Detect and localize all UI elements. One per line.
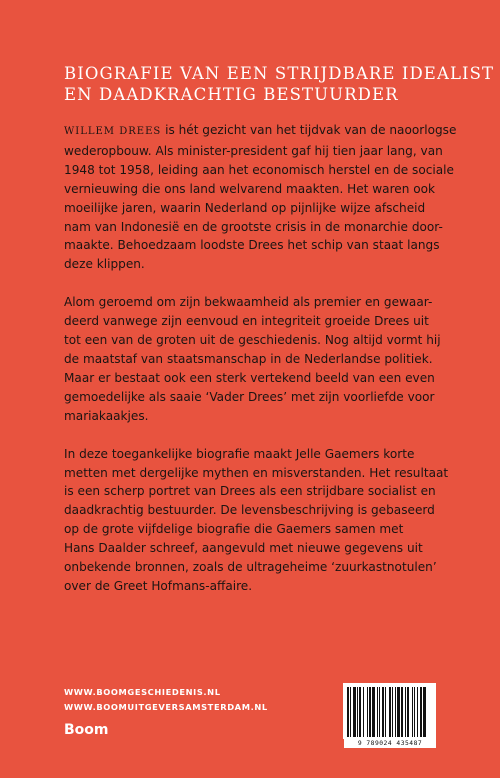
paragraph-1-line-1: is hét gezicht van het tijdvak van de naoorlogse (161, 123, 457, 137)
paragraph-1-line-6: nam van Indonesië en de grootste crisis in de monarchie door- (64, 219, 443, 234)
paragraph-2-line-5: Maar er bestaat ook een sterk vertekend beeld van een even (64, 370, 435, 385)
paragraph-2 (64, 293, 446, 425)
paragraph-1-line-8: deze klippen. (64, 257, 145, 272)
barcode-bar (412, 687, 413, 737)
paragraph-3-line-2: metten met dergelijke mythen en misverstanden. Het resultaat (64, 465, 449, 480)
paragraph-3-line-7: onbekende bronnen, zoals de ultrageheime ‘zuurkastnotulen’ (64, 560, 437, 575)
barcode-bar (414, 687, 415, 737)
barcode-bar (407, 687, 409, 737)
barcode-bar (405, 687, 406, 737)
publisher-websites (64, 685, 268, 714)
paragraph-2-line-3: tot een van de groten uit de geschiedenis. Nog altijd vormt hij (64, 333, 441, 348)
publisher-logo: Boom (64, 722, 109, 738)
barcode-bar (389, 687, 391, 737)
paragraph-3-line-6: Hans Daalder schreef, aangevuld met nieuwe gegevens uit (64, 541, 423, 556)
barcode-bar (395, 687, 396, 737)
barcode-bar (420, 687, 422, 737)
paragraph-3-line-4: daadkrachtig bestuurder. De levensbeschrijving is gebaseerd (64, 503, 435, 518)
barcode-bar (417, 687, 418, 737)
paragraph-1-line-7: maakte. Behoedzaam loodste Drees het schip van staat langs (64, 238, 440, 253)
headline (64, 63, 495, 105)
barcode-bar (363, 687, 364, 737)
barcode-bar (350, 687, 351, 737)
barcode-bar (423, 687, 426, 737)
paragraph-3-line-3: is een scherp portret van Drees als een strijdbare socialist en (64, 484, 436, 499)
barcode-bar (379, 687, 380, 737)
barcode-bar (392, 687, 393, 737)
paragraph-1-line-2: wederopbouw. Als minister-president gaf hij tien jaar lang, van (64, 143, 443, 158)
paragraph-2-line-2: deerd vanwege zijn eenvoud en integriteit groeide Drees uit (64, 314, 429, 329)
barcode-bar (382, 687, 384, 737)
barcode (343, 683, 436, 739)
blurb (64, 121, 457, 615)
barcode-bar (385, 687, 386, 737)
isbn-number: 9 789024 435487 (344, 739, 436, 748)
paragraph-1-line-3: 1948 tot 1958, leiding aan het economisch herstel en de sociale (64, 162, 454, 177)
barcode-bar (359, 687, 361, 737)
website-link-2[interactable]: WWW.BOOMUITGEVERSAMSTERDAM.NL (64, 701, 268, 712)
barcode-bar (369, 687, 371, 737)
barcode-bar (397, 687, 400, 737)
barcode-bar (367, 687, 368, 737)
paragraph-2-line-1: Alom geroemd om zijn bekwaamheid als premier en gewaar- (64, 295, 433, 310)
barcode-bar (377, 687, 378, 737)
barcode-bars (347, 687, 432, 737)
paragraph-3-line-5: op de grote vijfdelige biografie die Gaemers samen met (64, 522, 404, 537)
paragraph-2-line-7: mariakaakjes. (64, 408, 149, 423)
headline-line-1: BIOGRAFIE VAN EEN STRIJDBARE IDEALIST (64, 64, 495, 83)
paragraph-1 (64, 121, 457, 274)
paragraph-2-line-4: de maatstaf van staatsmanschap in de Nederlandse politiek. (64, 351, 433, 366)
paragraph-1-line-4: vernieuwing die ons land welvarend maakten. Het waren ook (64, 181, 436, 196)
website-link-1[interactable]: WWW.BOOMGESCHIEDENIS.NL (64, 687, 221, 697)
author-name: WILLEM DREES (64, 126, 162, 137)
paragraph-2-line-6: gemoedelijke als saaie ‘Vader Drees’ met zijn voorliefde voor (64, 389, 435, 404)
barcode-bar (357, 687, 358, 737)
barcode-bar (347, 687, 349, 737)
paragraph-1-line-5: moeilijke jaren, waarin Nederland op pijnlijke wijze afscheid (64, 200, 426, 215)
paragraph-3-line-1: In deze toegankelijke biografie maakt Jelle Gaemers korte (64, 446, 415, 461)
barcode-bar (401, 687, 403, 737)
barcode-bar (372, 687, 375, 737)
paragraph-3-line-8: over de Greet Hofmans-affaire. (64, 578, 253, 593)
headline-line-2: EN DAADKRACHTIG BESTUURDER (64, 85, 399, 104)
paragraph-3 (64, 445, 449, 596)
barcode-bar (353, 687, 356, 737)
